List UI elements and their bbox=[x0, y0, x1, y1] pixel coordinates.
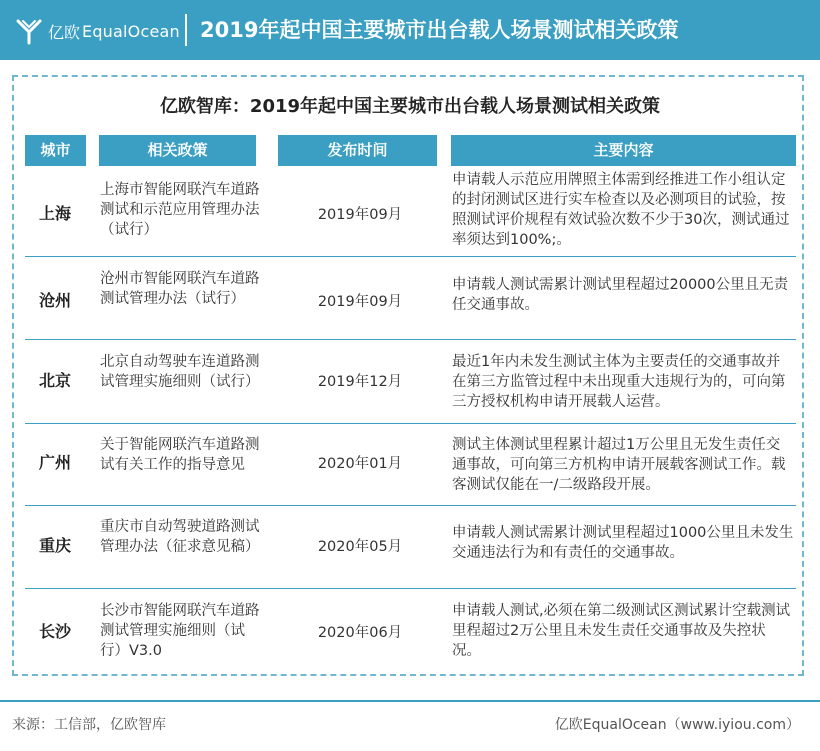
footer-credit: 亿欧EqualOcean（www.iyiou.com） bbox=[554, 717, 800, 733]
table-row-policy: 重庆市自动驾驶道路测试管理办法（征求意见稿） bbox=[100, 519, 260, 555]
table-row-city: 沧州 bbox=[38, 291, 71, 310]
table-row-policy: 沧州市智能网联汽车道路测试管理办法（试行） bbox=[100, 271, 260, 307]
table-row-content: 最近1年内未发生测试主体为主要责任的交通事故并在第三方监管过程中未出现重大违规行为的，可向第三方授权机构申请开展载人运营。 bbox=[452, 354, 786, 410]
table-row-content: 申请载人测试需累计测试里程超过1000公里且未发生交通违法行为和有责任的交通事故。 bbox=[452, 525, 794, 561]
column-header-policy: 相关政策 bbox=[99, 135, 256, 166]
logo-text-cn: 亿欧 bbox=[48, 22, 81, 42]
column-header-content: 主要内容 bbox=[451, 135, 796, 166]
page-title: 2019年起中国主要城市出台载人场景测试相关政策 bbox=[200, 18, 679, 42]
table-row-city: 长沙 bbox=[38, 622, 71, 641]
table-row-date: 2019年09月 bbox=[317, 294, 403, 310]
equalocean-logo-icon bbox=[14, 16, 44, 46]
table-row-city: 上海 bbox=[38, 204, 71, 223]
row-divider bbox=[25, 339, 796, 340]
row-divider bbox=[25, 423, 796, 424]
table-row-city: 广州 bbox=[38, 453, 71, 472]
table-row-policy: 北京自动驾驶车连道路测试管理实施细则（试行） bbox=[100, 354, 260, 390]
table-row-policy: 长沙市智能网联汽车道路测试管理实施细则（试行）V3.0 bbox=[100, 603, 260, 659]
header-bar bbox=[0, 0, 820, 60]
table-row-date: 2019年09月 bbox=[317, 207, 403, 223]
table-row-date: 2020年06月 bbox=[317, 625, 403, 641]
table-row-content: 测试主体测试里程累计超过1万公里且无发生责任交通事故，可向第三方机构申请开展载客测试工作。载客测试仅能在一/二级路段开展。 bbox=[452, 437, 786, 493]
table-row-content: 申请载人示范应用牌照主体需到经推进工作小组认定的封闭测试区进行实车检查以及必测项目的试验，按照测试评价规程有效试验次数不少于30次，测试通过率须达到100%;。 bbox=[452, 172, 790, 248]
column-header-city: 城市 bbox=[25, 135, 86, 166]
table-row-date: 2020年05月 bbox=[317, 539, 403, 555]
table-row-policy: 关于智能网联汽车道路测试有关工作的指导意见 bbox=[100, 437, 260, 473]
table-title: 亿欧智库：2019年起中国主要城市出台载人场景测试相关政策 bbox=[159, 96, 661, 117]
row-divider bbox=[25, 256, 796, 257]
footer-divider bbox=[0, 700, 820, 702]
table-row-city: 北京 bbox=[38, 371, 71, 390]
table-row-city: 重庆 bbox=[38, 536, 71, 555]
logo-text-en: EqualOcean bbox=[82, 21, 180, 41]
source-note: 来源：工信部，亿欧智库 bbox=[12, 717, 166, 733]
logo[interactable] bbox=[14, 14, 180, 48]
table-row-date: 2020年01月 bbox=[317, 456, 403, 472]
header-divider bbox=[185, 14, 187, 46]
table-row-content: 申请载人测试,必须在第二级测试区测试累计空载测试里程超过2万公里且未发生责任交通事故及失控状况。 bbox=[452, 603, 791, 659]
table-row-content: 申请载人测试需累计测试里程超过20000公里且无责任交通事故。 bbox=[452, 277, 789, 313]
table-row-policy: 上海市智能网联汽车道路测试和示范应用管理办法（试行） bbox=[100, 182, 260, 238]
table-row-date: 2019年12月 bbox=[317, 374, 403, 390]
column-header-date: 发布时间 bbox=[278, 135, 437, 166]
row-divider bbox=[25, 588, 796, 589]
row-divider bbox=[25, 505, 796, 506]
